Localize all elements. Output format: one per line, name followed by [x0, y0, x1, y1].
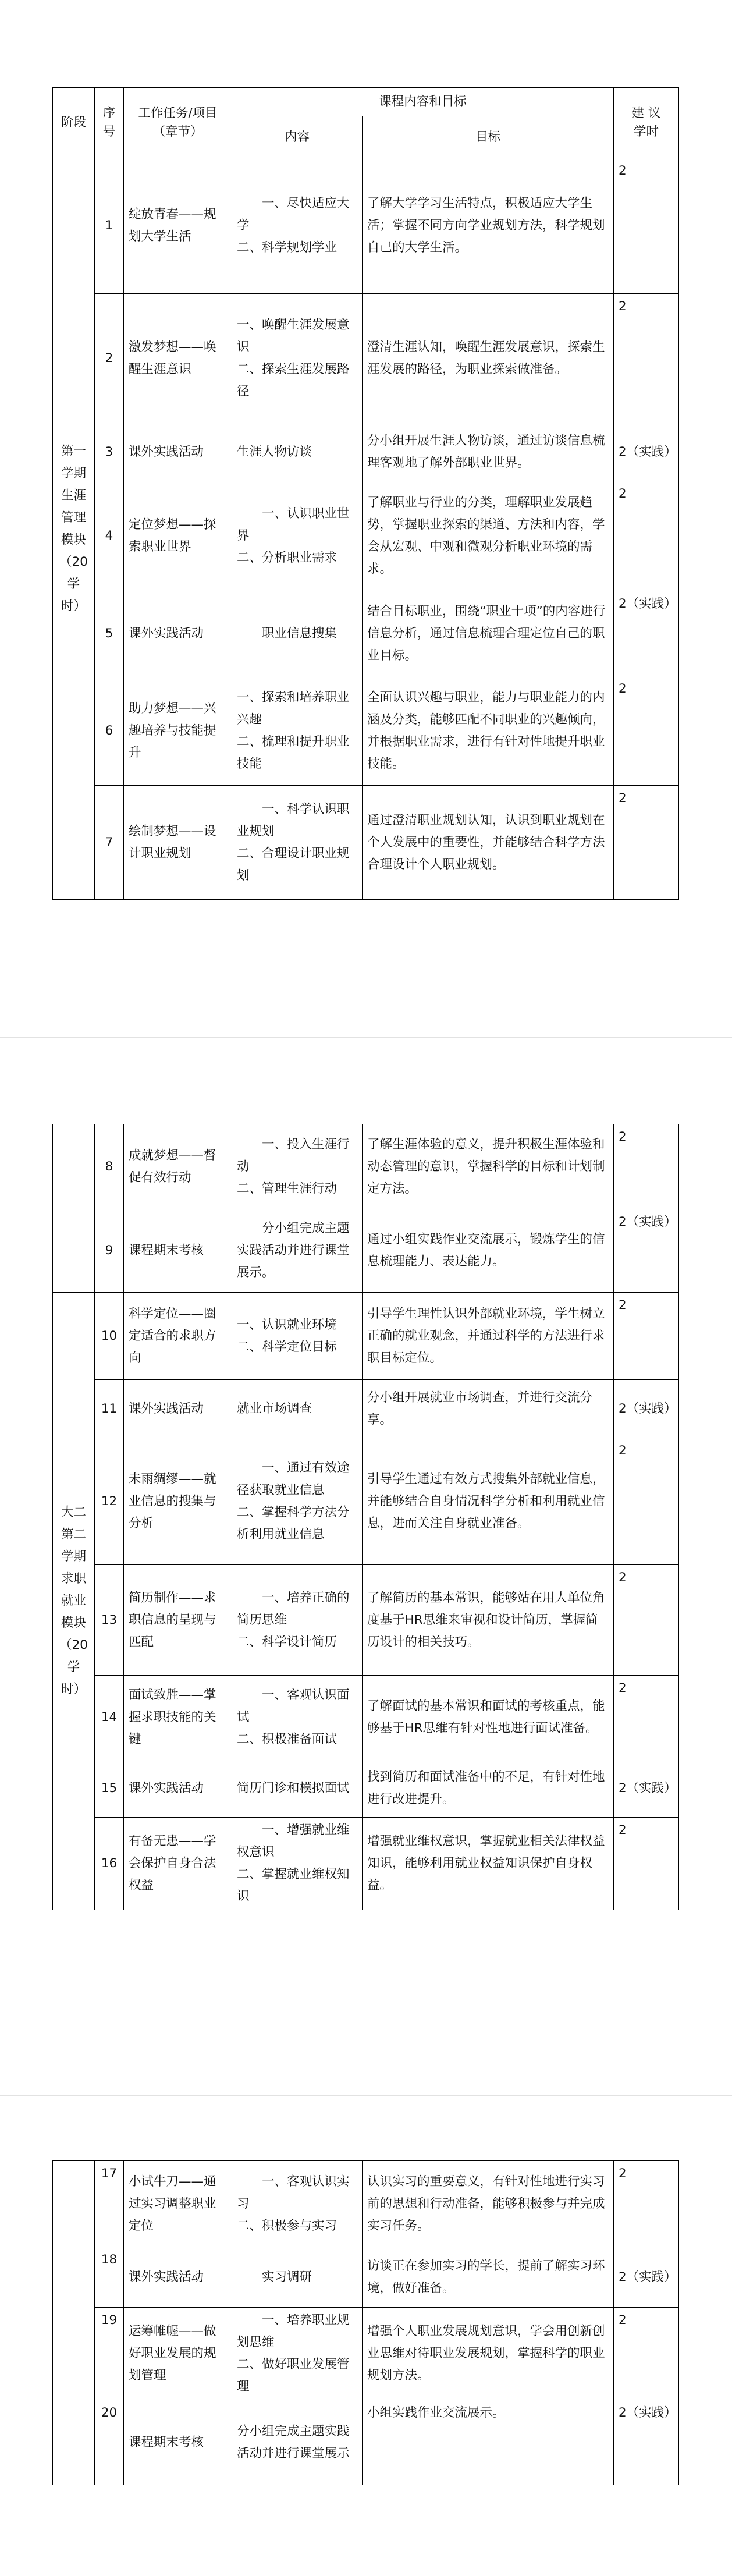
row-seq: 4	[95, 481, 124, 591]
row-content: 分小组完成主题实践活动并进行课堂展示。	[232, 1209, 363, 1293]
row-content: 一、唤醒生涯发展意识 二、探索生涯发展路径	[232, 294, 363, 423]
row-task: 激发梦想——唤醒生涯意识	[124, 294, 232, 423]
row-task: 有备无患——学会保护自身合法权益	[124, 1818, 232, 1910]
table-row	[53, 481, 679, 591]
row-goal: 访谈正在参加实习的学长，提前了解实习环境，做好准备。	[363, 2247, 614, 2308]
stage-2-label: 大二 第二 学期 求职 就业 模块 （20 学 时）	[53, 1293, 95, 1910]
row-seq: 1	[95, 158, 124, 294]
row-task: 绘制梦想——设计职业规划	[124, 786, 232, 900]
row-content: 简历门诊和模拟面试	[232, 1759, 363, 1818]
row-task: 课程期末考核	[124, 1209, 232, 1293]
table-row	[53, 591, 679, 676]
row-goal: 小组实践作业交流展示。	[363, 2400, 614, 2485]
table-row	[53, 676, 679, 786]
row-hours: 2	[614, 1293, 679, 1380]
row-hours: 2	[614, 1124, 679, 1209]
row-content: 生涯人物访谈	[232, 423, 363, 481]
row-task: 成就梦想——督促有效行动	[124, 1124, 232, 1209]
table-row	[53, 158, 679, 294]
row-seq: 18	[95, 2247, 124, 2308]
row-seq: 9	[95, 1209, 124, 1293]
row-seq: 17	[95, 2161, 124, 2247]
row-goal: 分小组开展就业市场调查，并进行交流分享。	[363, 1380, 614, 1438]
row-goal: 通过澄清职业规划认知，认识到职业规划在个人发展中的重要性，并能够结合科学方法合理设计个人职业规划。	[363, 786, 614, 900]
row-task: 简历制作——求职信息的呈现与匹配	[124, 1565, 232, 1676]
row-hours: 2	[614, 1565, 679, 1676]
row-goal: 了解简历的基本常识，能够站在用人单位角度基于HR思维来审视和设计简历，掌握简历设计的相关技巧。	[363, 1565, 614, 1676]
row-content: 分小组完成主题实践活动并进行课堂展示	[232, 2400, 363, 2485]
stage-1-continued	[53, 1124, 95, 1293]
row-content: 一、客观认识实习 二、积极参与实习	[232, 2161, 363, 2247]
row-task: 定位梦想——探索职业世界	[124, 481, 232, 591]
row-hours: 2（实践）	[614, 1380, 679, 1438]
row-hours: 2	[614, 1676, 679, 1759]
row-goal: 引导学生理性认识外部就业环境，学生树立正确的就业观念，并通过科学的方法进行求职目标定位。	[363, 1293, 614, 1380]
row-task: 助力梦想——兴趣培养与技能提升	[124, 676, 232, 786]
row-task: 运筹帷幄——做好职业发展的规划管理	[124, 2308, 232, 2400]
row-seq: 2	[95, 294, 124, 423]
row-content: 一、培养职业规划思维 二、做好职业发展管理	[232, 2308, 363, 2400]
row-hours: 2（实践）	[614, 2400, 679, 2485]
page-3	[52, 2160, 678, 2485]
row-goal: 引导学生通过有效方式搜集外部就业信息，并能够结合自身情况科学分析和利用就业信息，进而关注自身就业准备。	[363, 1438, 614, 1565]
row-seq: 6	[95, 676, 124, 786]
row-task: 面试致胜——掌握求职技能的关键	[124, 1676, 232, 1759]
row-hours: 2	[614, 481, 679, 591]
table-row	[53, 2247, 679, 2308]
row-hours: 2	[614, 2308, 679, 2400]
row-goal: 了解生涯体验的意义，提升积极生涯体验和动态管理的意识，掌握科学的目标和计划制定方法。	[363, 1124, 614, 1209]
table-row	[53, 2308, 679, 2400]
table-row	[53, 1293, 679, 1380]
row-seq: 10	[95, 1293, 124, 1380]
table-row	[53, 786, 679, 900]
row-goal: 了解面试的基本常识和面试的考核重点，能够基于HR思维有针对性地进行面试准备。	[363, 1676, 614, 1759]
row-content: 一、科学认识职业规划 二、合理设计职业规划	[232, 786, 363, 900]
row-seq: 8	[95, 1124, 124, 1209]
table-row	[53, 423, 679, 481]
row-hours: 2	[614, 158, 679, 294]
page-2	[52, 1124, 678, 1910]
row-hours: 2（实践）	[614, 2247, 679, 2308]
row-task: 小试牛刀——通过实习调整职业定位	[124, 2161, 232, 2247]
row-hours: 2（实践）	[614, 591, 679, 676]
row-seq: 5	[95, 591, 124, 676]
row-task: 绽放青春——规划大学生活	[124, 158, 232, 294]
page-1	[52, 87, 678, 900]
row-seq: 11	[95, 1380, 124, 1438]
page-separator	[0, 1037, 732, 1038]
row-hours: 2	[614, 786, 679, 900]
table-row	[53, 1380, 679, 1438]
row-content: 一、通过有效途径获取就业信息 二、掌握科学方法分析利用就业信息	[232, 1438, 363, 1565]
row-seq: 14	[95, 1676, 124, 1759]
row-seq: 13	[95, 1565, 124, 1676]
row-goal: 全面认识兴趣与职业，能力与职业能力的内涵及分类，能够匹配不同职业的兴趣倾向，并根据职业需求，进行有针对性地提升职业技能。	[363, 676, 614, 786]
row-seq: 20	[95, 2400, 124, 2485]
row-goal: 澄清生涯认知，唤醒生涯发展意识，探索生涯发展的路径，为职业探索做准备。	[363, 294, 614, 423]
course-table-page-1	[52, 87, 679, 900]
row-hours: 2	[614, 676, 679, 786]
course-table-page-2	[52, 1124, 679, 1910]
row-hours: 2	[614, 1818, 679, 1910]
row-content: 一、客观认识面试 二、积极准备面试	[232, 1676, 363, 1759]
row-seq: 19	[95, 2308, 124, 2400]
stage-1-label: 第一 学期 生涯 管理 模块 （20 学 时）	[53, 158, 95, 900]
row-hours: 2（实践）	[614, 1759, 679, 1818]
row-content: 一、认识职业世界 二、分析职业需求	[232, 481, 363, 591]
header-content: 内容	[232, 116, 363, 158]
table-row	[53, 1438, 679, 1565]
row-content: 实习调研	[232, 2247, 363, 2308]
row-hours: 2	[614, 294, 679, 423]
row-goal: 增强就业维权意识，掌握就业相关法律权益知识，能够利用就业权益知识保护自身权益。	[363, 1818, 614, 1910]
row-hours: 2	[614, 2161, 679, 2247]
row-content: 一、增强就业维权意识 二、掌握就业维权知识	[232, 1818, 363, 1910]
row-hours: 2	[614, 1438, 679, 1565]
header-task: 工作任务/项目 （章节）	[124, 88, 232, 158]
course-table-page-3	[52, 2160, 679, 2485]
row-goal: 了解职业与行业的分类，理解职业发展趋势，掌握职业探索的渠道、方法和内容，学会从宏观、中观和微观分析职业环境的需求。	[363, 481, 614, 591]
table-row	[53, 2400, 679, 2485]
row-content: 一、尽快适应大学 二、科学规划学业	[232, 158, 363, 294]
row-goal: 认识实习的重要意义，有针对性地进行实习前的思想和行动准备，能够积极参与并完成实习任务。	[363, 2161, 614, 2247]
row-goal: 分小组开展生涯人物访谈，通过访谈信息梳理客观地了解外部职业世界。	[363, 423, 614, 481]
table-row	[53, 1676, 679, 1759]
table-row	[53, 1565, 679, 1676]
row-content: 一、培养正确的简历思维 二、科学设计简历	[232, 1565, 363, 1676]
row-task: 课外实践活动	[124, 1759, 232, 1818]
row-task: 科学定位——圈定适合的求职方向	[124, 1293, 232, 1380]
row-goal: 找到简历和面试准备中的不足，有针对性地进行改进提升。	[363, 1759, 614, 1818]
row-hours: 2（实践）	[614, 1209, 679, 1293]
row-task: 未雨绸缪——就业信息的搜集与分析	[124, 1438, 232, 1565]
row-goal: 增强个人职业发展规划意识，学会用创新创业思维对待职业发展规划，掌握科学的职业规划方法。	[363, 2308, 614, 2400]
row-seq: 12	[95, 1438, 124, 1565]
row-task: 课程期末考核	[124, 2400, 232, 2485]
row-seq: 3	[95, 423, 124, 481]
page-separator	[0, 2095, 732, 2096]
row-content: 就业市场调查	[232, 1380, 363, 1438]
header-course: 课程内容和目标	[232, 88, 614, 116]
stage-2-continued	[53, 2161, 95, 2485]
row-goal: 了解大学学习生活特点，积极适应大学生活；掌握不同方向学业规划方法，科学规划自己的大学生活。	[363, 158, 614, 294]
row-content: 一、探索和培养职业兴趣 二、梳理和提升职业技能	[232, 676, 363, 786]
row-seq: 7	[95, 786, 124, 900]
row-task: 课外实践活动	[124, 591, 232, 676]
row-content: 一、认识就业环境 二、科学定位目标	[232, 1293, 363, 1380]
row-goal: 结合目标职业，围绕“职业十项”的内容进行信息分析，通过信息梳理合理定位自己的职业目标。	[363, 591, 614, 676]
row-seq: 16	[95, 1818, 124, 1910]
row-content: 职业信息搜集	[232, 591, 363, 676]
row-seq: 15	[95, 1759, 124, 1818]
table-row	[53, 1818, 679, 1910]
row-goal: 通过小组实践作业交流展示，锻炼学生的信息梳理能力、表达能力。	[363, 1209, 614, 1293]
row-hours: 2（实践）	[614, 423, 679, 481]
header-stage: 阶段	[53, 88, 95, 158]
row-task: 课外实践活动	[124, 2247, 232, 2308]
row-task: 课外实践活动	[124, 1380, 232, 1438]
table-row	[53, 2161, 679, 2247]
header-goal: 目标	[363, 116, 614, 158]
table-row	[53, 1759, 679, 1818]
table-row	[53, 1209, 679, 1293]
header-seq: 序 号	[95, 88, 124, 158]
row-content: 一、投入生涯行动 二、管理生涯行动	[232, 1124, 363, 1209]
header-hours: 建 议 学时	[614, 88, 679, 158]
row-task: 课外实践活动	[124, 423, 232, 481]
table-row	[53, 1124, 679, 1209]
table-row	[53, 294, 679, 423]
